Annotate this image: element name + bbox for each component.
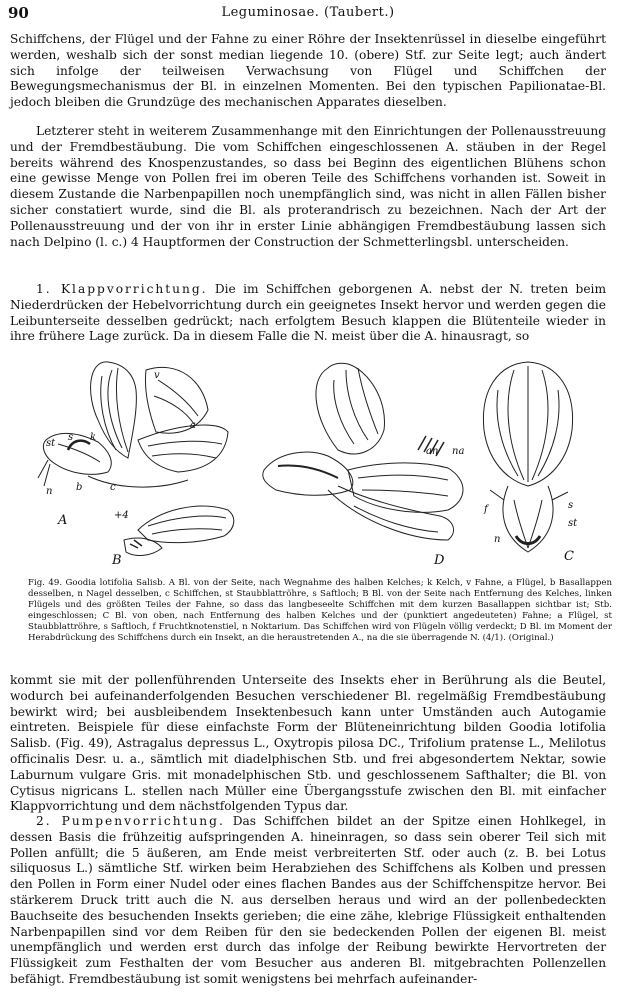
flower-b-drawing <box>124 506 234 555</box>
paragraph-4-text: kommt sie mit der pollenführenden Unterseite des Insekts eher in Berührung als die Beutel, wodurch bei aufeinanderfolgenden Besuchen verschiedener Bl. regelmäßig Fremdbestäubung bewirkt wird; bei ausbleibendem Insektenbesuch kann unter Umständen auch Autogamie eintreten. Beispiele für diese einfachste Form der Blüteneinrichtung bilden Goodia lotifolia Salisb. (Fig. 49), Astragalus depressus L., Oxytropis pilosa DC., Trifolium pratense L., Melilotus officinalis Desr. u. a., sämtlich mit diadelphischen Stb. und frei abgesondertem Nektar, sowie Laburnum vulgare Gris. mit monadelphischen Stb. und geschlossenem Safthalter; die Bl. von Cytisus nigricans L. stellen nach Müller eine Übergangsstufe zwischen den Bl. mit einfacher Klappvorrichtung und dem nächstfolgenden Typus dar. <box>10 673 606 814</box>
label-B: B <box>112 553 122 568</box>
flower-c-drawing <box>483 362 572 552</box>
caption-text: Goodia lotifolia Salisb. A Bl. von der Seite, nach Wegnahme des halben Kelches; k Kelch, v Fahne, a Flügel, b Basallappen desselben, n Nagel desselben, c Schiffchen, st Staubblattröhre, s Saftloch; B Bl. von der Seite nach Entfernung des Kelches, linken Flügels und des größten Teiles der Fahne, so dass das langbeseelte Schiffchen mit dem kurzen Basallappen sichtbar ist; Stb. eingeschlossen; C Bl. von oben, nach Entfernung des halben Kelches und der (punktiert angedeuteten) Fahne; a Flügel, st Staubblattröhre, s Saftloch, f Fruchtknotenstiel, n Noktarium. Das Schiffchen wird von Flügeln völlig verdeckt; D Bl. im Moment der Herabdrückung des Schiffchens durch ein Insekt, an die heraustretenden A., na die sie überragende N. (4/1). (Original.) <box>28 578 613 643</box>
figure-caption <box>28 578 612 644</box>
label-magnification: +4 <box>114 510 129 521</box>
label-c: c <box>110 482 116 493</box>
flower-a-drawing <box>38 362 228 487</box>
page-header <box>8 4 608 26</box>
paragraph-1-text: Schiffchens, der Flügel und der Fahne zu einer Röhre der Insektenrüssel in dieselbe eingeführt werden, weshalb sich der sonst median liegende 10. (obere) Stf. zur Seite legt; auch ändert sich infolge der teilweisen Verwachsung von Flügel und Schiffchen der Bewegungsmechanismus der Bl. in einzelnen Momenten. Bei den typischen Papilionatae-Bl. jedoch bleiben die Grundzüge des mechanischen Apparates dieselben. <box>10 32 606 110</box>
label-s: s <box>68 432 74 443</box>
label-an: an <box>426 446 439 457</box>
paragraph-2-text: Letzterer steht in weiterem Zusammenhange mit den Einrichtungen der Pollenausstreuung und der Fremdbestäubung. Die vom Schiffchen eingeschlossenen A. stäuben in der Regel bereits während des Knospenzustandes, so dass bei Beginn des eigentlichen Blühens schon eine gewisse Menge von Pollen frei im oberen Teile des Schiffchens vorhanden ist. Soweit in diesem Zustande die Narbenpapillen noch unempfänglich sind, was nicht in allen Fällen bisher sicher constatiert wurde, sind die Bl. als proterandrisch zu bezeichnen. Nach der Art der Pollenausstreuung und der von ihr in erster Linie abhängigen Fremdbestäubung lassen sich nach Delpino (l. c.) 4 Hauptformen der Construction der Schmetterlingsbl. unterscheiden. <box>10 124 606 249</box>
paragraph-5-body <box>10 814 606 988</box>
label-st: st <box>46 438 56 449</box>
caption-figure-number: Fig. 49. <box>28 578 63 588</box>
label-n-c: n <box>494 534 501 545</box>
paragraph-4 <box>10 673 606 815</box>
paragraph-1 <box>10 32 606 111</box>
paragraph-5 <box>10 814 606 988</box>
label-s-c: s <box>568 500 574 511</box>
label-C: C <box>564 549 574 564</box>
label-v: v <box>154 370 160 381</box>
section-heading-pumpenvorrichtung: 2. Pumpenvorrichtung. <box>36 814 225 828</box>
paragraph-3 <box>10 282 606 345</box>
label-st-c: st <box>568 518 578 529</box>
figure-49 <box>28 340 590 576</box>
label-D: D <box>434 553 445 568</box>
flower-illustration <box>28 340 590 576</box>
page-number: 90 <box>8 4 29 22</box>
section-heading-klappvorrichtung: 1. Klappvorrichtung. <box>36 282 208 296</box>
paragraph-2 <box>10 124 606 250</box>
paragraph-3-text: Die im Schiffchen geborgenen A. nebst der N. treten beim Niederdrücken der Hebelvorrichtung durch ein geeignetes Insekt hervor und werden gegen die Leibunterseite desselben gedrückt; nach erfolgtem Besuch klappen die Blütenteile wieder in ihre frühere Lage zurück. Da in diesem Falle die N. meist über die A. hinausragt, so <box>10 282 607 344</box>
label-n: n <box>46 486 53 497</box>
label-A: A <box>58 513 68 528</box>
label-b: b <box>76 482 83 493</box>
paragraph-3-body <box>10 282 606 345</box>
label-k: k <box>90 432 97 443</box>
running-title: Leguminosae. (Taubert.) <box>221 5 395 20</box>
paragraph-5-text: Das Schiffchen bildet an der Spitze einen Hohlkegel, in dessen Basis die frühzeitig aufspringenden A. hineinragen, so dass sein oberer Teil sich mit Pollen anfüllt; die 5 äußeren, am Ende meist verbreiterten Stf. oder auch (z. B. bei Lotus siliquosus L.) sämtliche Stf. wirken beim Herabziehen des Schiffchens als Kolben und pressen den Pollen in Form einer Nudel oder eines flachen Bandes aus der Schiffchenspitze hervor. Bei stärkerem Druck tritt auch die N. aus derselben heraus und wird an der pollenbedeckten Bauchseite des besuchenden Insekts gerieben; die eine zähe, klebrige Flüssigkeit enthaltenden Narbenpapillen sind vor dem Reiben für den sie bedeckenden Pollen der eigenen Bl. meist unempfänglich und werden erst durch das infolge der Reibung bewirkte Hervortreten der Flüssigkeit zum Festhalten der vom Besucher aus anderen Bl. mitgebrachten Pollenzellen befähigt. Fremdbestäubung ist somit wenigstens bei mehrfach aufeinander- <box>10 814 606 986</box>
label-a: a <box>190 420 196 431</box>
label-f: f <box>484 504 488 515</box>
label-na: na <box>452 446 465 457</box>
